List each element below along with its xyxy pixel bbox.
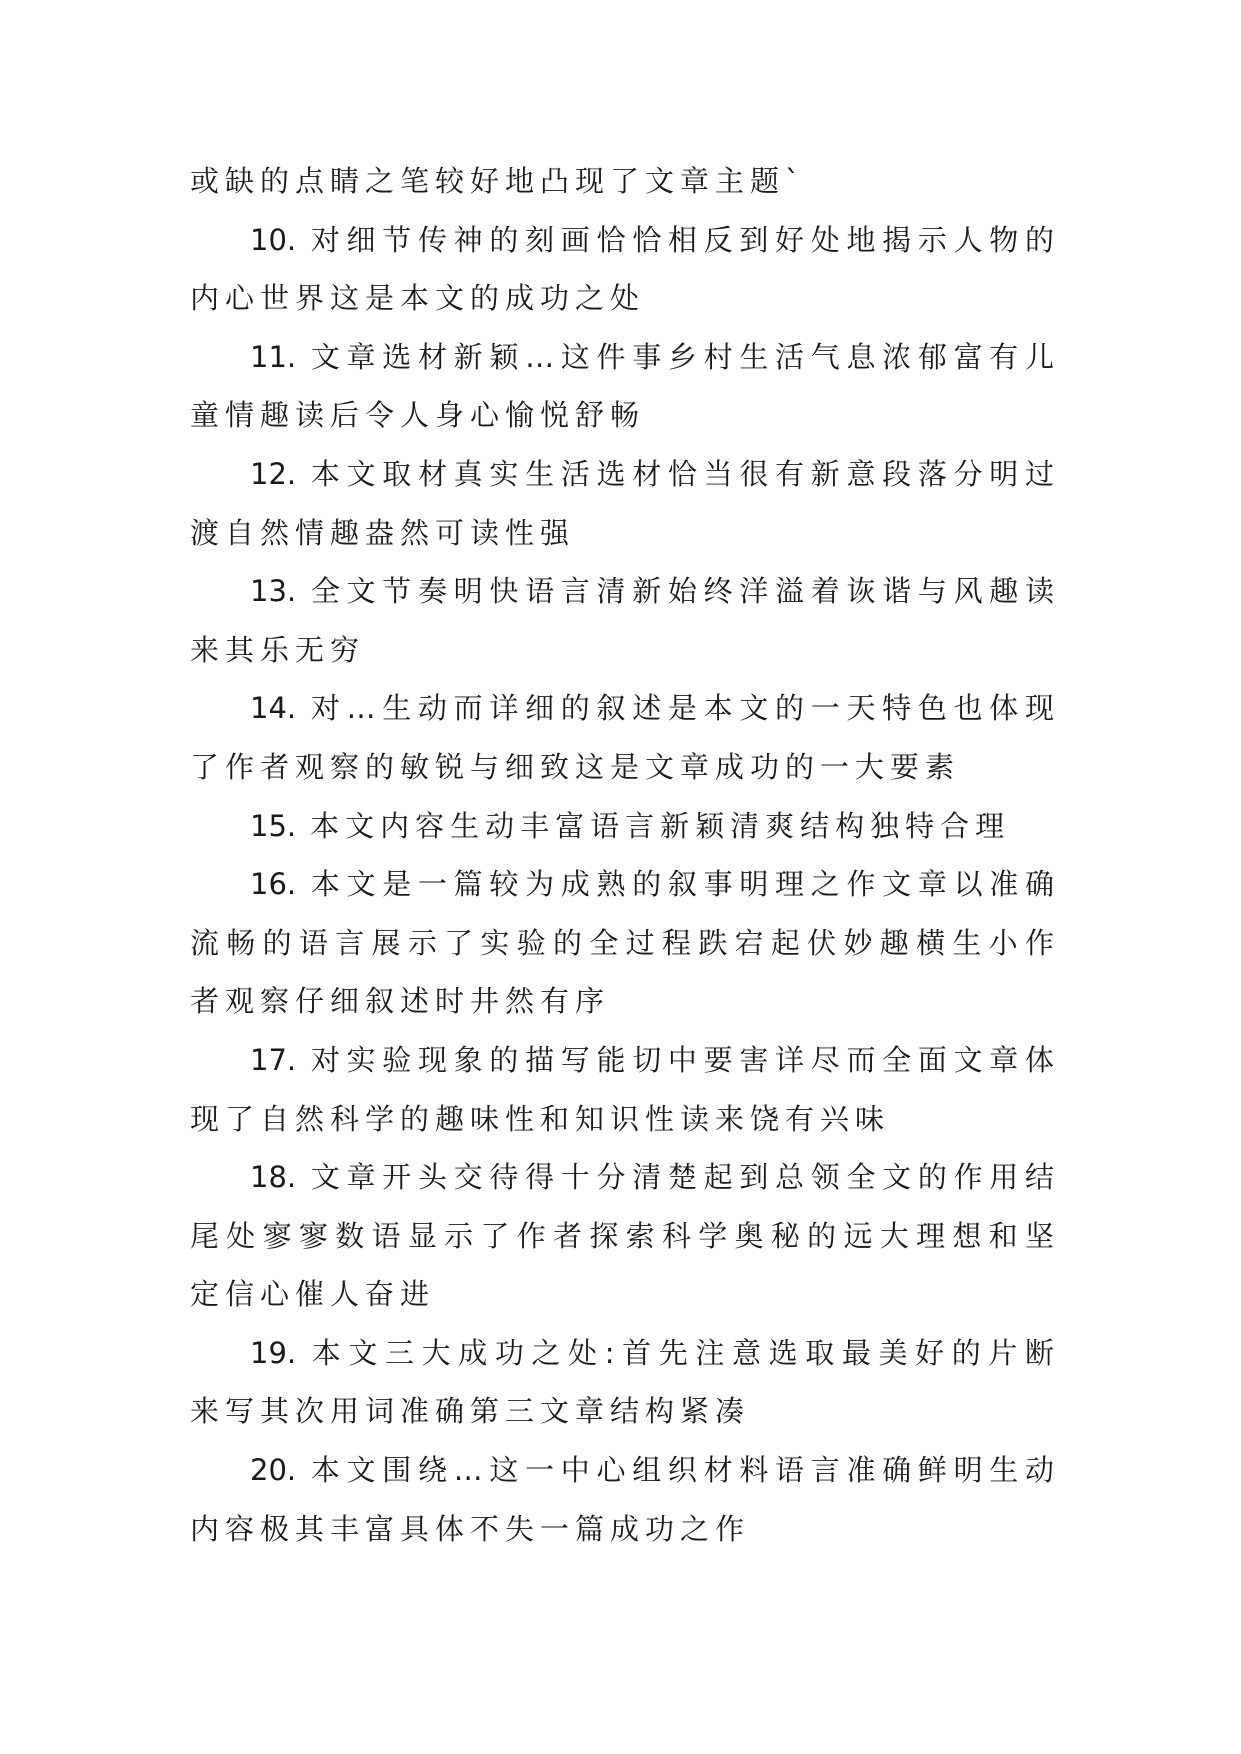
item-text: 本文是一篇较为成熟的叙事明理之作文章以准确流畅的语言展示了实验的全过程跌宕起伏妙趣横生小作者观察仔细叙述时井然有序 (190, 867, 1060, 1019)
list-item (190, 797, 1060, 856)
list-item (190, 562, 1060, 679)
list-item (190, 855, 1060, 1031)
list-item (190, 679, 1060, 796)
item-number: 12. (250, 456, 297, 491)
list-item (190, 1324, 1060, 1441)
item-number: 11. (250, 339, 297, 374)
item-text: 对…生动而详细的叙述是本文的一天特色也体现了作者观察的敏锐与细致这是文章成功的一大要素 (190, 691, 1060, 784)
item-number: 10. (250, 222, 297, 257)
item-text: 对细节传神的刻画恰恰相反到好处地揭示人物的内心世界这是本文的成功之处 (190, 222, 1060, 316)
item-text: 本文三大成功之处:首先注意选取最美好的片断来写其次用词准确第三文章结构紧凑 (190, 1335, 1060, 1429)
item-number: 16. (250, 867, 297, 902)
item-number: 15. (250, 808, 297, 843)
list-item (190, 445, 1060, 562)
item-number: 14. (250, 691, 297, 726)
item-number: 18. (250, 1160, 297, 1195)
item-number: 20. (250, 1453, 297, 1488)
item-text: 本文内容生动丰富语言新颖清爽结构独特合理 (310, 808, 1011, 843)
item-text: 文章开头交待得十分清楚起到总领全文的作用结尾处寥寥数语显示了作者探索科学奥秘的远大理想和坚定信心催人奋进 (190, 1160, 1060, 1312)
item-text: 全文节奏明快语言清新始终洋溢着诙谐与风趣读来其乐无穷 (190, 574, 1060, 667)
item-text: 对实验现象的描写能切中要害详尽而全面文章体现了自然科学的趣味性和知识性读来饶有兴味 (190, 1042, 1060, 1136)
item-text: 本文取材真实生活选材恰当很有新意段落分明过渡自然情趣盎然可读性强 (190, 456, 1060, 550)
item-number: 13. (250, 574, 297, 609)
item-number: 17. (250, 1042, 297, 1077)
item-text: 文章选材新颖…这件事乡村生活气息浓郁富有儿童情趣读后令人身心愉悦舒畅 (190, 339, 1060, 433)
item-text: 本文围绕…这一中心组织材料语言准确鲜明生动内容极其丰富具体不失一篇成功之作 (190, 1453, 1060, 1546)
list-item (190, 1031, 1060, 1148)
list-item (190, 1441, 1060, 1558)
continuation-paragraph: 或缺的点睛之笔较好地凸现了文章主题` (190, 164, 806, 198)
list-item (190, 1148, 1060, 1324)
document-body (190, 152, 1060, 1558)
item-number: 19. (250, 1335, 297, 1370)
list-item (190, 211, 1060, 328)
list-item (190, 328, 1060, 445)
